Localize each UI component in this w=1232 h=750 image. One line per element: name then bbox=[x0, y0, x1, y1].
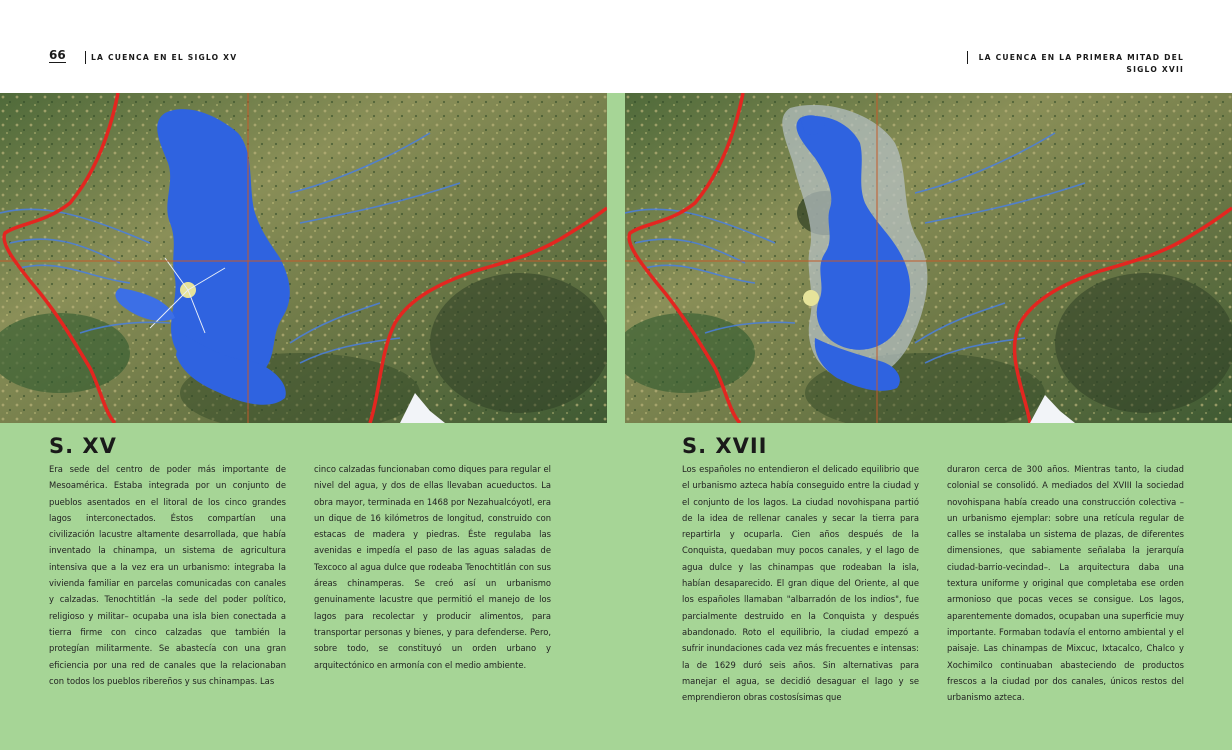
running-title-right: LA CUENCA EN LA PRIMERA MITAD DEL SIGLO XVII bbox=[978, 53, 1184, 74]
map-basin-17th-century bbox=[625, 93, 1232, 423]
section-title-left: S. XV bbox=[49, 434, 117, 458]
header-divider-left bbox=[85, 51, 86, 64]
body-text-left-col2: cinco calzadas funcionaban como diques para regular el nivel del agua, y dos de ellas llevaban acueductos. La obra mayor, terminada en 1468 por Nezahualcóyotl, era un dique de 16 kilómetros de longitud, construido con estacas de madera y piedras. Éste regulaba las avenidas e impedía el paso de las aguas saladas de Texcoco al agua dulce que rodeaba Tenochtitlán con sus áreas chinamperas. Se creó así un urbanismo genuinamente lacustre que permitió el manejo de los lagos para recolectar y producir alimentos, para transportar personas y bienes, y para defenderse. Pero, sobre todo, se constituyó un orden urbano y arquitectónico en armonía con el medio ambiente. bbox=[314, 464, 551, 670]
page-number: 66 bbox=[49, 48, 66, 62]
section-title-right: S. XVII bbox=[682, 434, 768, 458]
body-text-right-col2: duraron cerca de 300 años. Mientras tanto, la ciudad colonial se consolidó. A mediados del XVIII la sociedad novohispana había creado una construcción colectiva –un urbanismo ejemplar: sobre una retícula regular de calles se instalaba un sistema de plazas, de diferentes dimensiones, que sabiamente señalaba la jerarquía ciudad-barrio-vecindad–. La arquitectura daba una textura uniforme y original que completaba ese orden armonioso que pocas veces se consigue. Los lagos, aparentemente domados, ocupaban una superficie muy importante. Formaban todavía el entorno ambiental y el paisaje. Las chinampas de Mixcuc, Ixtacalco, Chalco y Xochimilco continuaban abasteciendo de productos frescos a la ciudad por dos canales, únicos restos del urbanismo azteca. bbox=[947, 464, 1184, 703]
map-basin-15th-century bbox=[0, 93, 607, 423]
header-divider-right bbox=[967, 51, 968, 64]
running-title-left: LA CUENCA EN EL SIGLO XV bbox=[91, 53, 238, 62]
body-text-right-col1: Los españoles no entendieron el delicado equilibrio que el urbanismo azteca había conseguido entre la ciudad y el conjunto de los lagos. La ciudad novohispana partió de la idea de rellenar canales y secar la tierra para repartirla y ocuparla. Cien años después de la Conquista, quedaban muy pocos canales, y el lago de agua dulce y las chinampas que rodeaban la isla, habían desaparecido. El gran dique del Oriente, al que los españoles llamaban "albarradón de los indios", fue parcialmente destruido en la Conquista y después abandonado. Roto el equilibrio, la ciudad empezó a sufrir inundaciones cada vez más frecuentes e intensas: la de 1629 duró seis años. Sin alternativas para manejar el agua, se decidió desaguar el lago y se emprendieron obras costosísimas que bbox=[682, 464, 919, 703]
page-gutter bbox=[607, 93, 625, 750]
body-text-left-col1: Era sede del centro de poder más importante de Mesoamérica. Estaba integrada por un conjunto de pueblos asentados en el litoral de los cinco grandes lagos interconectados. Éstos compartían una civilización lacustre altamente desarrollada, que había inventado la chinampa, un sistema de agricultura intensiva que a la vez era un urbanismo: integraba la vivienda familiar en parcelas comunicadas con canales y calzadas. Tenochtitlán –la sede del poder político, religioso y militar– ocupaba una isla bien conectada a tierra firme con cinco calzadas que también la protegían militarmente. Se abastecía con una gran eficiencia por una red de canales que la relacionaban con todos los pueblos ribereños y sus chinampas. Las bbox=[49, 464, 286, 686]
page-header bbox=[0, 0, 1232, 93]
